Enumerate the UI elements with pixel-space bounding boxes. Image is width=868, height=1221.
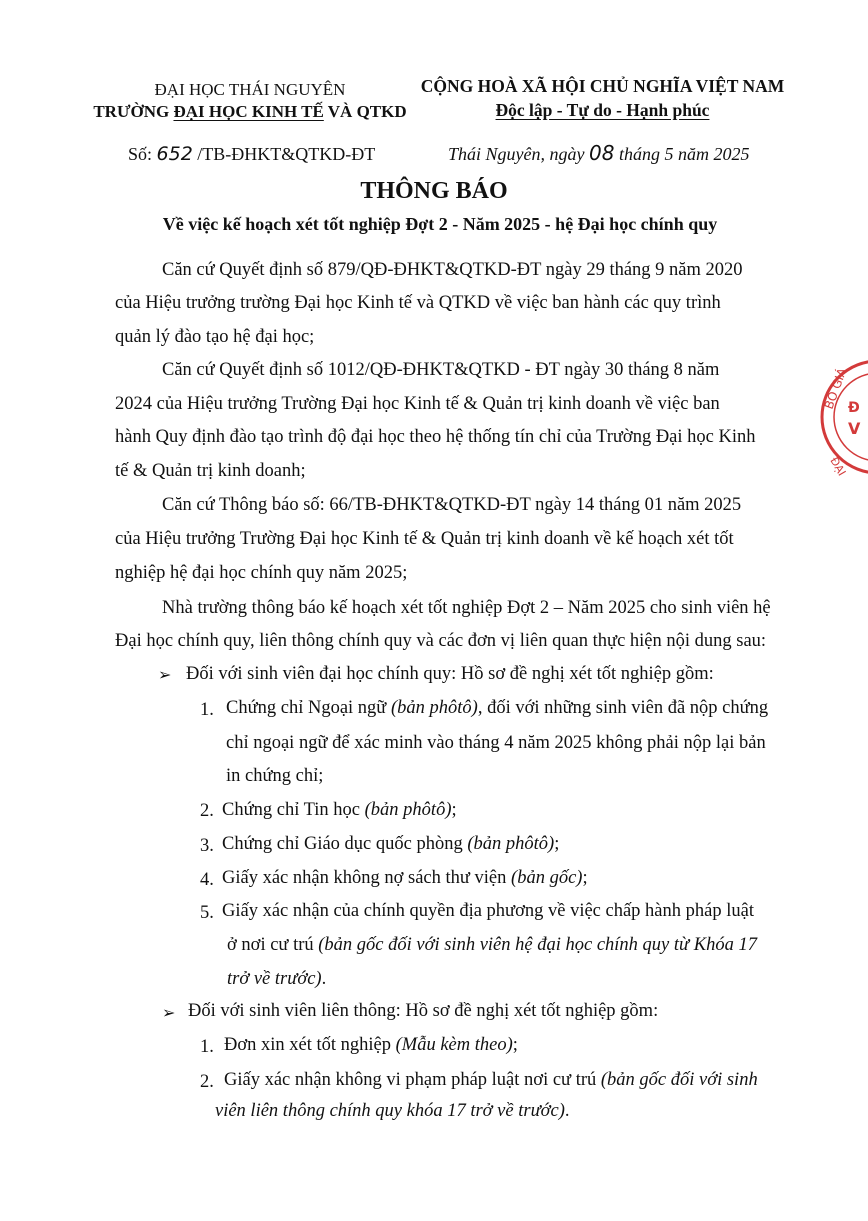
s2-item-1: Đơn xin xét tốt nghiệp (Mẫu kèm theo);	[224, 1035, 518, 1055]
doc-number: Số: 652 /TB-ĐHKT&QTKD-ĐT	[128, 143, 376, 165]
paragraph-2-line-3: hành Quy định đào tạo trình độ đại học theo hệ thống tín chỉ của Trường Đại học Kinh	[115, 427, 756, 447]
section-2-bullet: ➢	[162, 1005, 176, 1022]
paragraph-3-line-1: Căn cứ Thông báo số: 66/TB-ĐHKT&QTKD-ĐT ngày 14 tháng 01 năm 2025	[162, 495, 742, 515]
s1-item-5: Giấy xác nhận của chính quyền địa phương về việc chấp hành pháp luật	[222, 901, 754, 921]
paragraph-3-line-2: của Hiệu trưởng Trường Đại học Kinh tế & Quản trị kinh doanh về kế hoạch xét tốt	[115, 529, 734, 549]
nation-title: CỘNG HOÀ XÃ HỘI CHỦ NGHĨA VIỆT NAM	[420, 76, 785, 96]
s2-item-2-line-2: viên liên thông chính quy khóa 17 trở về trước).	[215, 1101, 570, 1121]
paragraph-4-line-1: Nhà trường thông báo kế hoạch xét tốt nghiệp Đợt 2 – Năm 2025 cho sinh viên hệ	[162, 598, 771, 618]
svg-text:BỘ GIÁ: BỘ GIÁ	[821, 366, 850, 412]
s1-item-3-num: 3.	[200, 836, 214, 856]
s1-item-5-line-3: trở về trước).	[227, 969, 327, 989]
svg-text:Đ: Đ	[848, 400, 860, 416]
paragraph-1-line-3: quản lý đào tạo hệ đại học;	[115, 327, 315, 347]
s2-item-2: Giấy xác nhận không vi phạm pháp luật nơi cư trú (bản gốc đối với sinh	[224, 1070, 758, 1090]
section-1-heading: Đối với sinh viên đại học chính quy: Hồ sơ đề nghị xét tốt nghiệp gồm:	[186, 664, 714, 684]
s1-item-1-num: 1.	[200, 700, 214, 720]
s1-item-3: Chứng chỉ Giáo dục quốc phòng (bản phôtô);	[222, 834, 560, 854]
doc-title: THÔNG BÁO	[360, 178, 508, 204]
s1-item-2: Chứng chỉ Tin học (bản phôtô);	[222, 800, 457, 820]
s2-item-2-num: 2.	[200, 1072, 214, 1092]
paragraph-1-line-2: của Hiệu trưởng trường Đại học Kinh tế và QTKD về việc ban hành các quy trình	[115, 293, 721, 313]
s1-item-1-line-3: in chứng chỉ;	[226, 766, 324, 786]
paragraph-2-line-1: Căn cứ Quyết định số 1012/QĐ-ĐHKT&QTKD - ĐT ngày 30 tháng 8 năm	[162, 360, 720, 380]
s2-item-1-num: 1.	[200, 1037, 214, 1057]
svg-text:ĐẠI: ĐẠI	[827, 455, 849, 479]
svg-text:V: V	[848, 419, 861, 438]
s1-item-4-num: 4.	[200, 870, 214, 890]
s1-item-5-num: 5.	[200, 903, 214, 923]
s1-item-1-line-2: chỉ ngoại ngữ để xác minh vào tháng 4 năm 2025 không phải nộp lại bản	[226, 733, 766, 753]
s1-item-4: Giấy xác nhận không nợ sách thư viện (bản gốc);	[222, 868, 588, 888]
section-2-heading: Đối với sinh viên liên thông: Hồ sơ đề nghị xét tốt nghiệp gồm:	[188, 1001, 659, 1021]
s1-item-1: Chứng chỉ Ngoại ngữ (bản phôtô), đối với những sinh viên đã nộp chứng	[226, 698, 769, 718]
paragraph-2-line-4: tế & Quản trị kinh doanh;	[115, 461, 306, 481]
paragraph-4-line-2: Đại học chính quy, liên thông chính quy và các đơn vị liên quan thực hiện nội dung sau:	[115, 631, 767, 651]
s1-item-2-num: 2.	[200, 801, 214, 821]
org-parent: ĐẠI HỌC THÁI NGUYÊN	[154, 80, 346, 99]
doc-subtitle: Về việc kế hoạch xét tốt nghiệp Đợt 2 - Năm 2025 - hệ Đại học chính quy	[162, 214, 718, 234]
s1-item-5-line-2: ở nơi cư trú (bản gốc đối với sinh viên hệ đại học chính quy từ Khóa 17	[227, 935, 757, 955]
paragraph-1-line-1: Căn cứ Quyết định số 879/QĐ-ĐHKT&QTKD-ĐT ngày 29 tháng 9 năm 2020	[162, 260, 743, 280]
paragraph-2-line-2: 2024 của Hiệu trưởng Trường Đại học Kinh tế & Quản trị kinh doanh về việc ban	[115, 394, 720, 414]
nation-motto: Độc lập - Tự do - Hạnh phúc	[495, 100, 710, 120]
doc-date: Thái Nguyên, ngày 08 tháng 5 năm 2025	[448, 141, 750, 165]
section-1-bullet: ➢	[158, 667, 172, 684]
paragraph-3-line-3: nghiệp hệ đại học chính quy năm 2025;	[115, 563, 408, 583]
official-seal	[818, 352, 868, 482]
org-name: TRƯỜNG ĐẠI HỌC KINH TẾ VÀ QTKD	[93, 102, 407, 121]
